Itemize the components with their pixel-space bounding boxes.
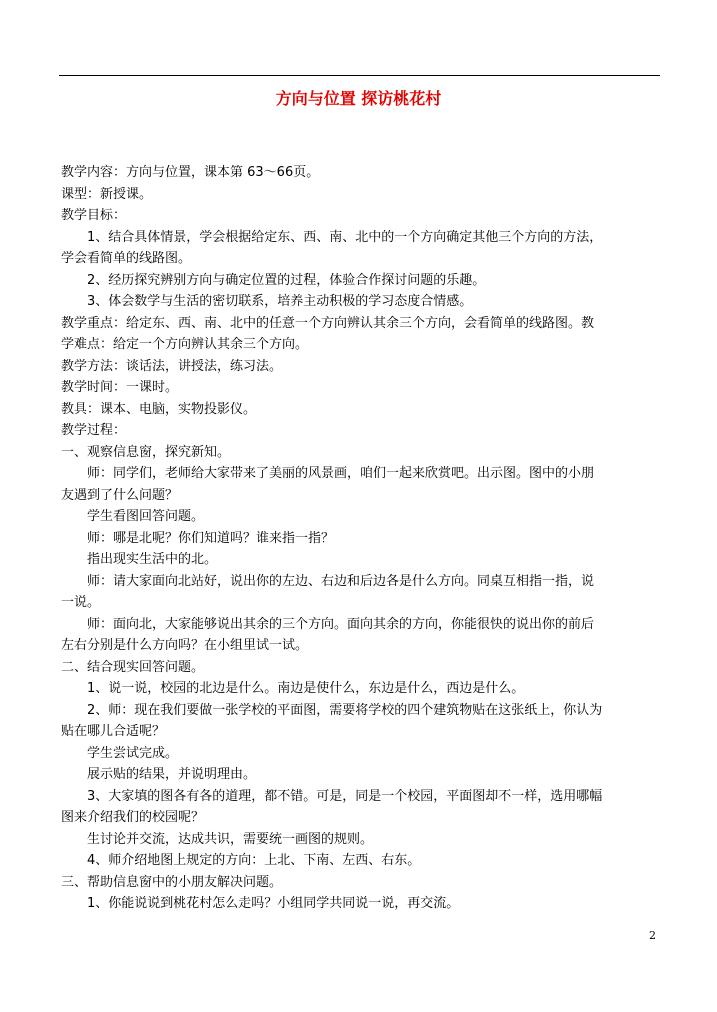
- text-line: 学生尝试完成。: [87, 745, 179, 761]
- text-line: 1、你能说说到桃花村怎么走吗？小组同学共同说一说，再交流。: [87, 896, 460, 911]
- document-body: [61, 162, 661, 915]
- text-line: 4、师介绍地图上规定的方向：上北、下南、左西、右东。: [87, 853, 421, 868]
- text-line: 生讨论并交流，达成共识，需要统一画图的规则。: [87, 831, 374, 847]
- text-line: 贴在哪儿合适呢？: [61, 724, 166, 739]
- text-line: 指出现实生活中的北。: [87, 552, 218, 567]
- text-line: 教学重点：给定东、西、南、北中的任意一个方向辨认其余三个方向，会看简单的线路图。教: [61, 315, 595, 331]
- text-line: 一、观察信息窗，探究新知。: [61, 444, 231, 460]
- text-line: 教学目标：: [61, 208, 127, 223]
- text-line: 3、大家填的图各有各的道理，都不错。可是，同是一个校园，平面图却不一样，选用哪幅: [87, 788, 603, 804]
- text-line: 1、说一说，校园的北边是什么。南边是使什么，东边是什么，西边是什么。: [87, 681, 525, 696]
- document-title: 方向与位置 探访桃花村: [275, 89, 442, 108]
- text-line: 2、经历探究辨别方向与确定位置的过程，体验合作探讨问题的乐趣。: [87, 272, 486, 288]
- text-line: 2、师：现在我们要做一张学校的平面图，需要将学校的四个建筑物贴在这张纸上，你认为: [87, 702, 603, 718]
- text-line: 师：请大家面向北站好，说出你的左边、右边和后边各是什么方向。同桌互相指一指，说: [87, 573, 595, 589]
- text-line: 课型：新授课。: [61, 186, 153, 202]
- text-line: 师：面向北，大家能够说出其余的三个方向。面向其余的方向，你能很快的说出你的前后: [87, 616, 595, 632]
- text-line: 展示贴的结果，并说明理由。: [87, 767, 257, 782]
- text-line: 三、帮助信息窗中的小朋友解决问题。: [61, 874, 283, 890]
- text-line: 一说。: [61, 595, 101, 610]
- text-line: 教具：课本、电脑，实物投影仪。: [61, 401, 257, 417]
- page-number: 2: [649, 929, 656, 942]
- text-line: 学难点：给定一个方向辨认其余三个方向。: [61, 337, 309, 352]
- text-line: 教学时间：一课时。: [61, 380, 179, 395]
- text-line: 图来介绍我们的校园呢？: [61, 810, 205, 825]
- text-line: 友遇到了什么问题？: [61, 487, 179, 503]
- text-line: 1、结合具体情景，学会根据给定东、西、南、北中的一个方向确定其他三个方向的方法，: [87, 229, 603, 245]
- text-line: 学会看简单的线路图。: [61, 251, 192, 266]
- text-line: 左右分别是什么方向吗？在小组里试一试。: [61, 638, 309, 653]
- text-line: 教学方法：谈话法，讲授法，练习法。: [61, 358, 283, 374]
- header-rule: [59, 75, 660, 76]
- text-line: 师：哪是北呢？你们知道吗？谁来指一指？: [87, 530, 335, 546]
- text-line: 教学过程：: [61, 423, 127, 438]
- text-line: 二、结合现实回答问题。: [61, 659, 205, 675]
- text-line: 教学内容：方向与位置，课本第 63～66页。: [61, 165, 320, 180]
- text-line: 师：同学们，老师给大家带来了美丽的风景画，咱们一起来欣赏吧。出示图。图中的小朋: [87, 466, 595, 481]
- text-line: 3、体会数学与生活的密切联系，培养主动积极的学习态度合情感。: [87, 294, 473, 309]
- text-line: 学生看图回答问题。: [87, 509, 205, 524]
